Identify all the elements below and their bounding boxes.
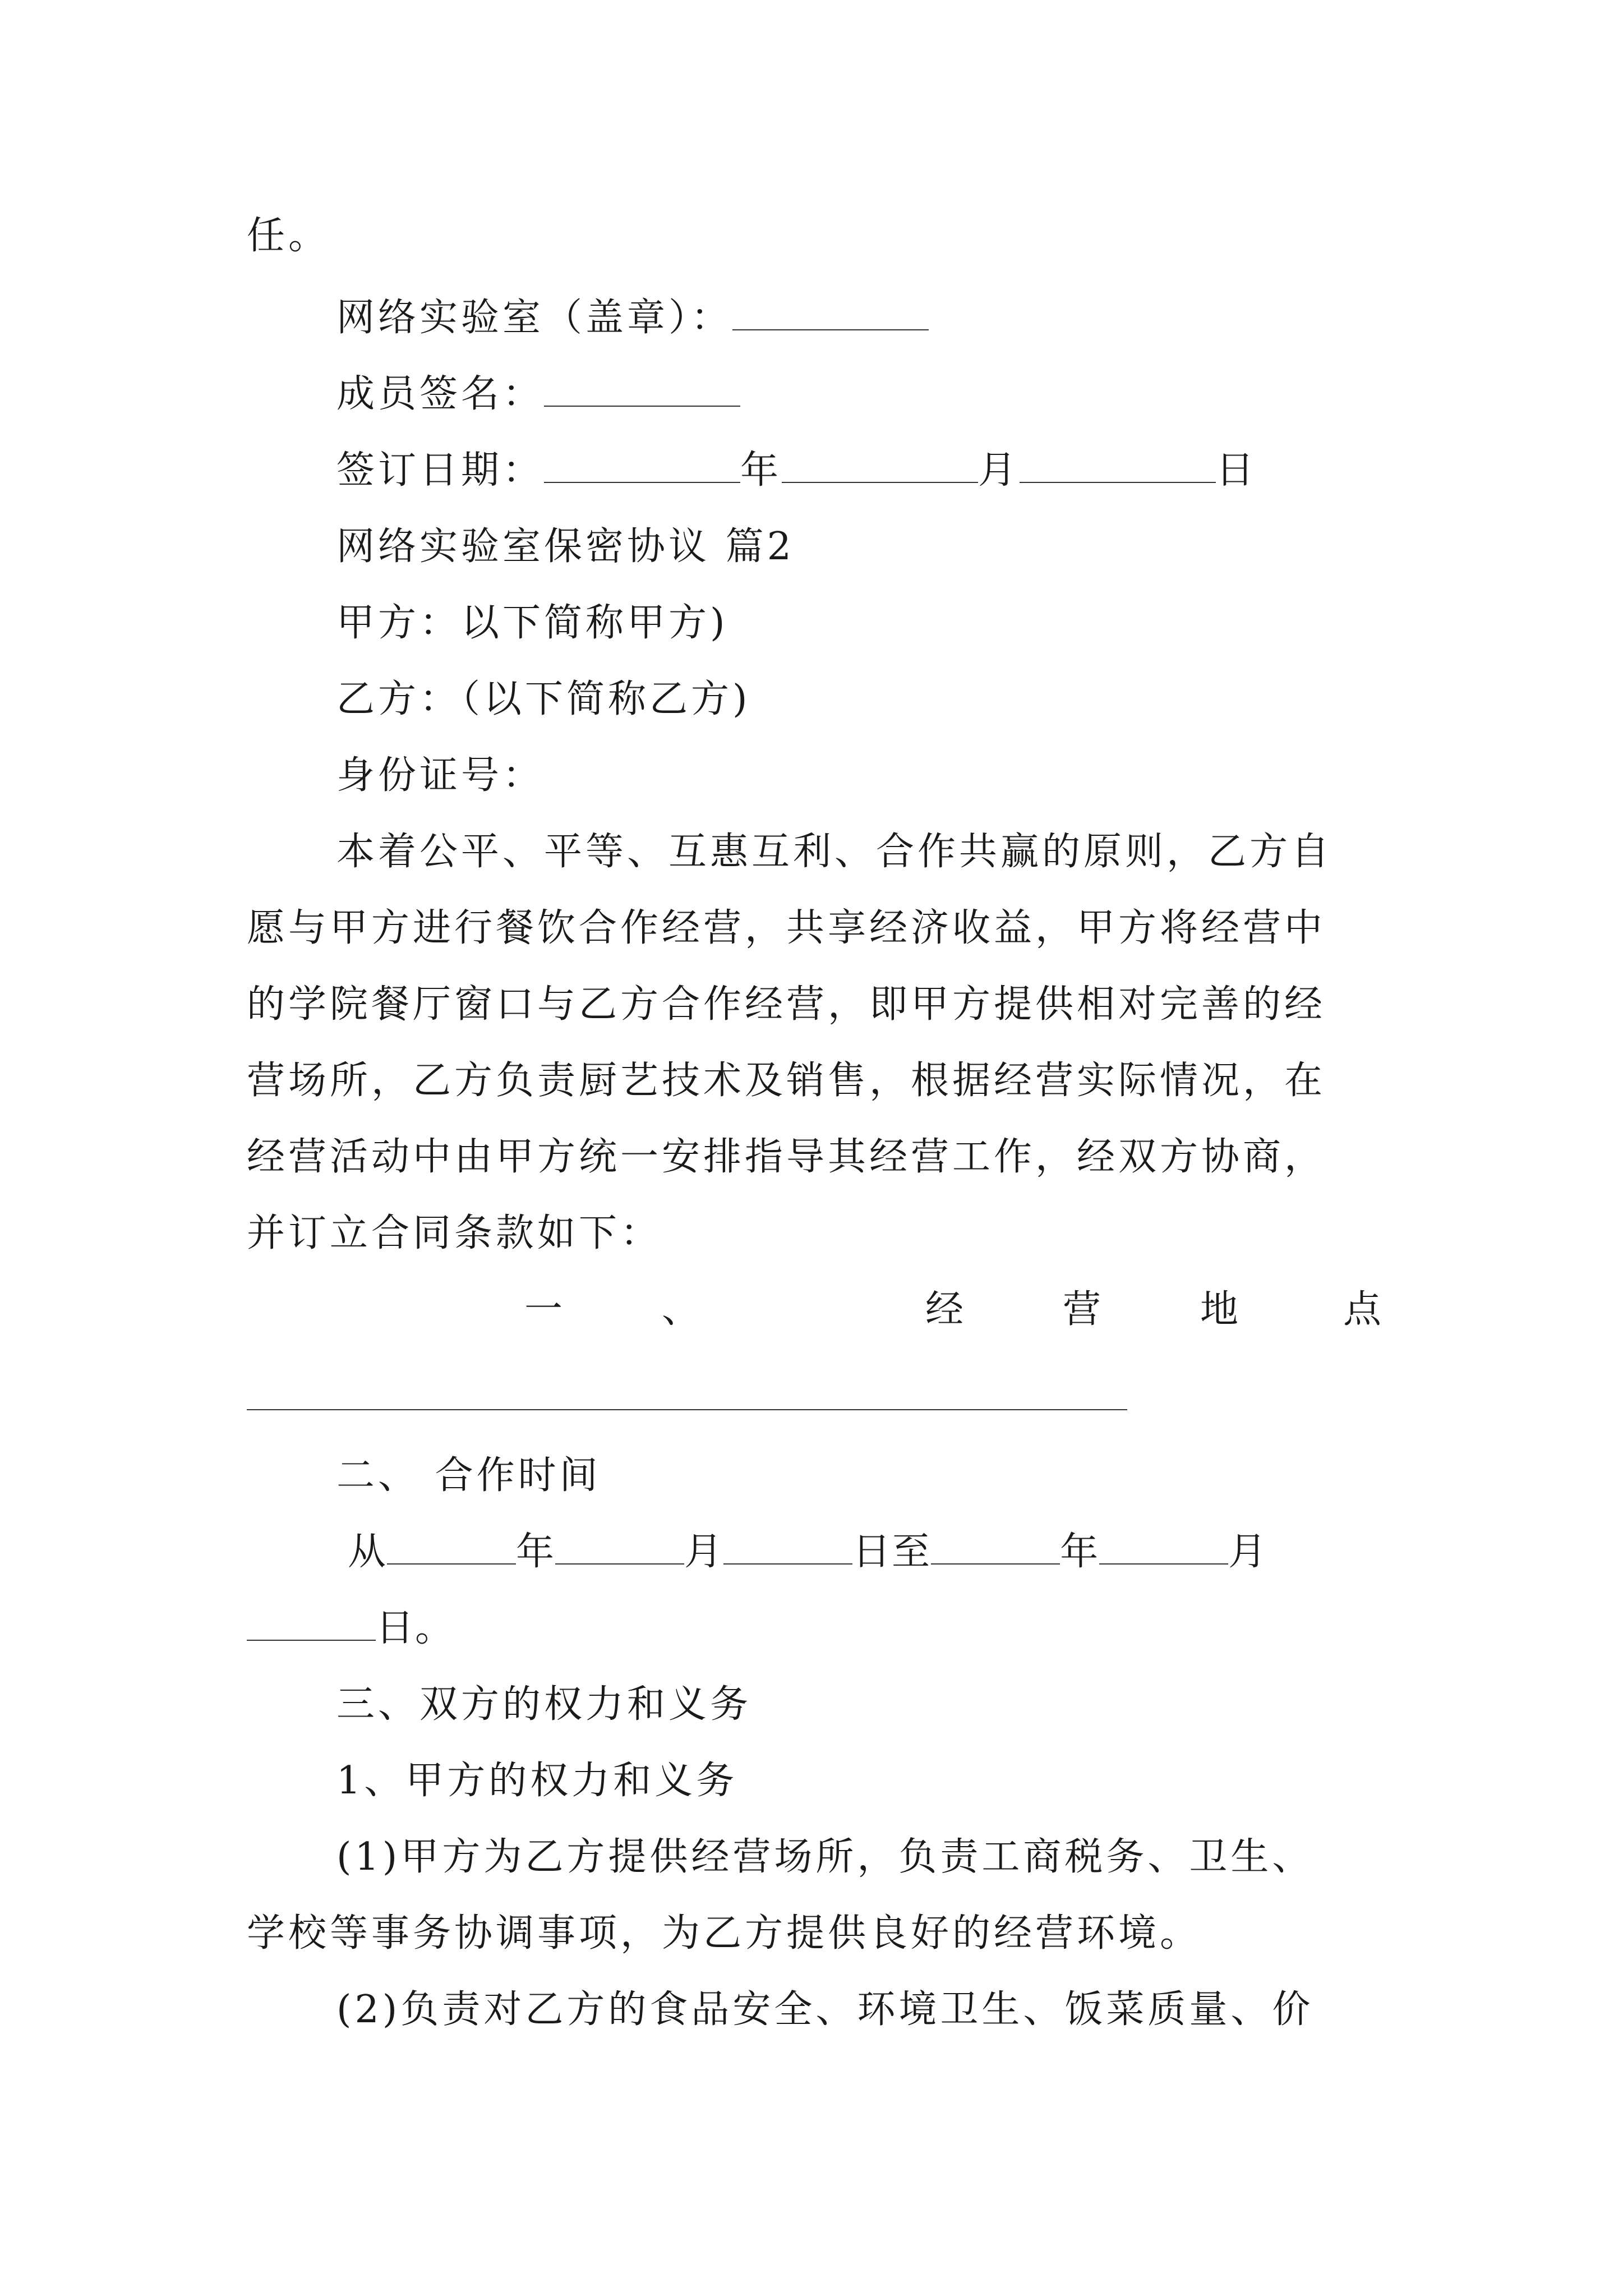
- heading-char: 一: [524, 1287, 563, 1332]
- sign-day-blank[interactable]: [1020, 447, 1216, 483]
- clause-line: 学校等事务协调事项，为乙方提供良好的经营环境。: [247, 1911, 1202, 1955]
- month-label: 月: [1228, 1530, 1268, 1574]
- heading-char: 、: [662, 1287, 700, 1332]
- to-day-blank[interactable]: [247, 1605, 376, 1641]
- sign-year-blank[interactable]: [544, 447, 740, 483]
- heading-char: 营: [1063, 1287, 1101, 1332]
- year-label: 年: [516, 1530, 556, 1574]
- section-heading: 二、 合作时间: [336, 1453, 601, 1498]
- paragraph-line: 经营活动中由甲方统一安排指导其经营工作，经双方协商，: [247, 1135, 1326, 1179]
- year-label: 年: [1060, 1530, 1100, 1574]
- party-b-line: 乙方：（以下简称乙方): [336, 677, 751, 721]
- seal-label: 网络实验室（盖章）：: [336, 296, 733, 340]
- year-label: 年: [740, 448, 782, 493]
- section-heading: 网络实验室保密协议 篇2: [336, 524, 795, 569]
- seal-blank[interactable]: [732, 295, 929, 330]
- day-label: 日: [1216, 448, 1258, 493]
- day-end-label: 日。: [376, 1606, 455, 1650]
- month-label: 月: [684, 1530, 724, 1574]
- text-line: 任。: [247, 214, 330, 258]
- seal-field-row: [336, 293, 929, 343]
- from-year-blank[interactable]: [387, 1529, 516, 1565]
- heading-char: 地: [1200, 1287, 1239, 1332]
- paragraph-line: 本着公平、平等、互惠互利、合作共赢的原则，乙方自: [336, 830, 1333, 874]
- paragraph-line: 并订立合同条款如下：: [247, 1211, 662, 1255]
- party-a-line: 甲方：以下简称甲方): [336, 601, 728, 645]
- period-row: [348, 1527, 1267, 1577]
- sign-date-label: 签订日期：: [336, 448, 545, 493]
- to-year-blank[interactable]: [931, 1529, 1060, 1565]
- section-heading: 三、双方的权力和义务: [336, 1682, 752, 1727]
- to-month-blank[interactable]: [1099, 1529, 1228, 1565]
- location-blank[interactable]: [247, 1409, 1127, 1410]
- paragraph-line: 营场所，乙方负责厨艺技术及销售，根据经营实际情况，在: [247, 1059, 1326, 1103]
- heading-char: 经: [925, 1287, 964, 1332]
- from-month-blank[interactable]: [555, 1529, 684, 1565]
- clause-line: (2)负责对乙方的食品安全、环境卫生、饭菜质量、价: [336, 1987, 1314, 2032]
- sign-date-row: [336, 445, 1257, 496]
- heading-char: 点: [1343, 1287, 1382, 1332]
- signature-field-row: [336, 369, 740, 420]
- paragraph-line: 的学院餐厅窗口与乙方合作经营，即甲方提供相对完善的经: [247, 982, 1326, 1027]
- period-row-end: [247, 1603, 454, 1654]
- signature-blank[interactable]: [544, 371, 740, 407]
- from-day-blank[interactable]: [723, 1529, 852, 1565]
- clause-line: (1)甲方为乙方提供经营场所，负责工商税务、卫生、: [336, 1835, 1314, 1879]
- paragraph-line: 愿与甲方进行餐饮合作经营，共享经济收益，甲方将经营中: [247, 906, 1326, 950]
- day-to-label: 日至: [852, 1530, 932, 1574]
- id-number-line: 身份证号：: [336, 753, 545, 798]
- from-label: 从: [348, 1530, 388, 1574]
- sign-month-blank[interactable]: [782, 447, 978, 483]
- subsection-heading: 1、甲方的权力和义务: [336, 1759, 738, 1803]
- signature-label: 成员签名：: [336, 372, 545, 416]
- month-label: 月: [978, 448, 1020, 493]
